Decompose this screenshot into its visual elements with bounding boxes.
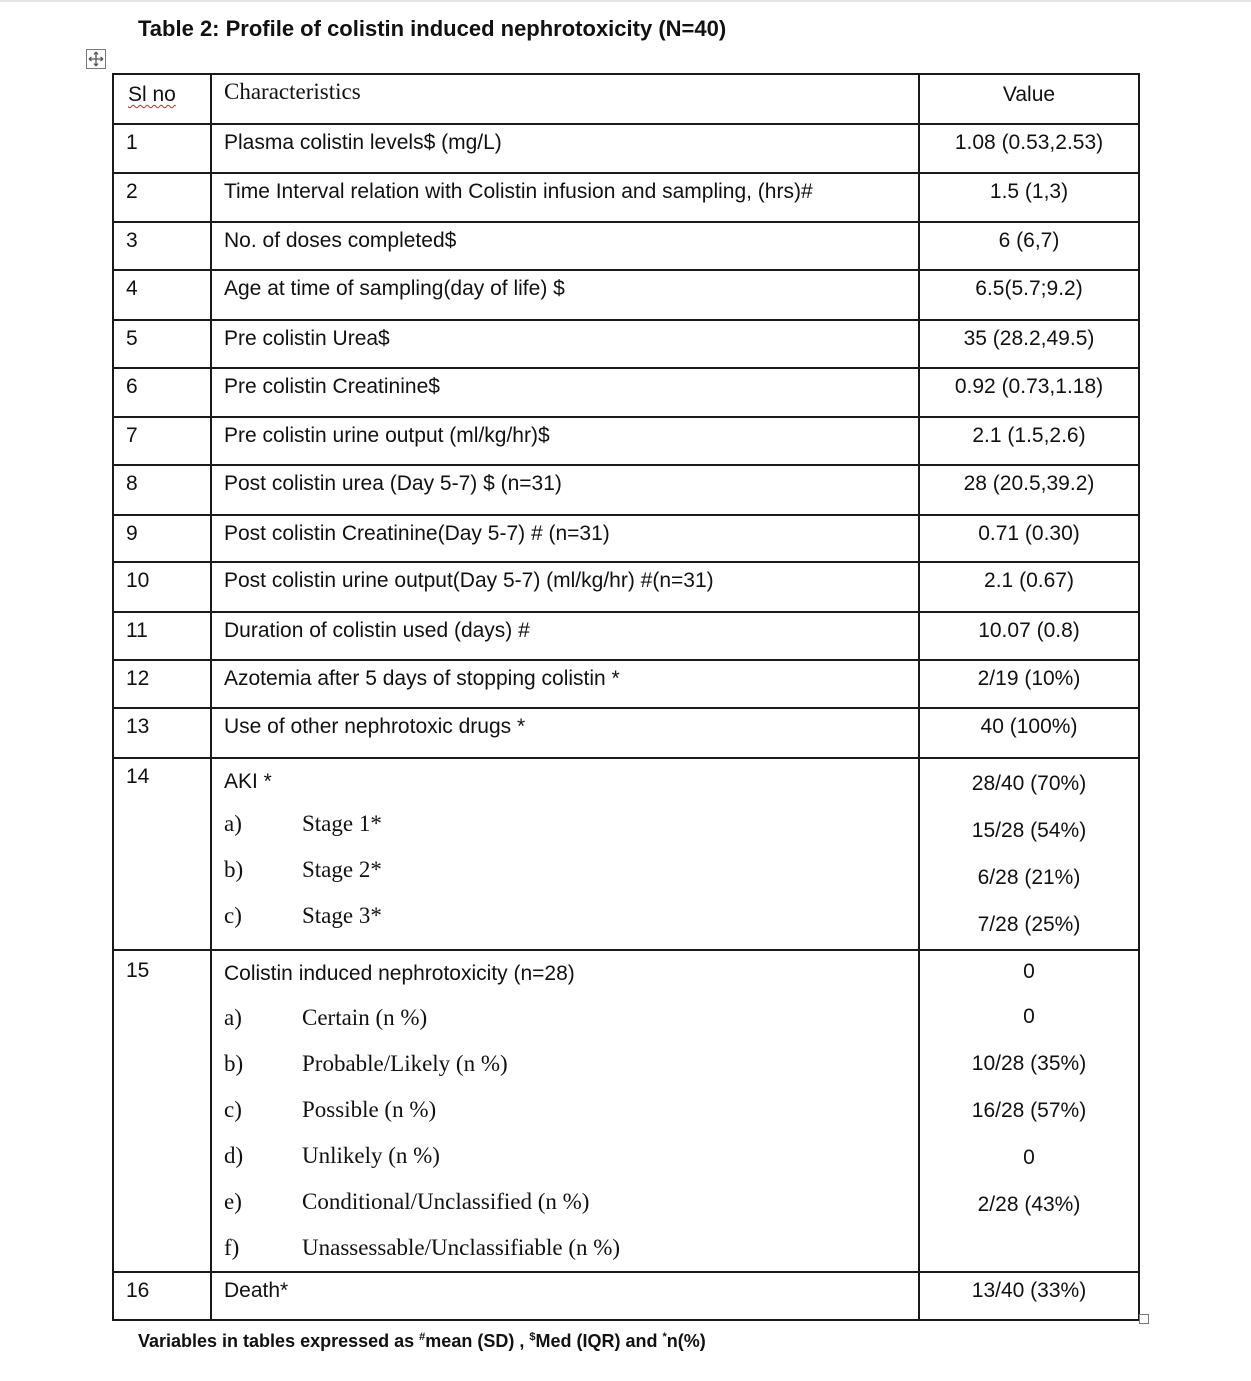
table-row-death	[113, 1272, 1139, 1320]
row-number: 11	[113, 612, 211, 660]
cin-label: Colistin induced nephrotoxicity (n=28)	[224, 962, 575, 985]
cin-sub-value: 16/28 (57%)	[971, 1098, 1087, 1122]
cin-characteristic-cell	[211, 950, 919, 1272]
row-value: 10.07 (0.8)	[919, 612, 1139, 660]
aki-sub-value: 7/28 (25%)	[977, 912, 1081, 936]
table-row	[113, 173, 1139, 222]
row-value: 40 (100%)	[919, 708, 1139, 758]
row-characteristic: Duration of colistin used (days) #	[211, 612, 919, 660]
table-header-row	[113, 74, 1139, 124]
cin-value: 0	[1023, 960, 1035, 983]
table-row-cin	[113, 950, 1139, 1272]
row-number: 15	[113, 950, 211, 1272]
cin-sub-item: e) Conditional/Unclassified (n %)	[224, 1189, 590, 1214]
row-number: 9	[113, 515, 211, 562]
row-characteristic: Death*	[211, 1272, 919, 1320]
table-row	[113, 708, 1139, 758]
row-value: 28 (20.5,39.2)	[919, 465, 1139, 515]
cin-sub-value: 10/28 (35%)	[971, 1051, 1087, 1075]
cin-value-cell	[919, 950, 1139, 1272]
row-characteristic: Pre colistin Urea$	[211, 320, 919, 368]
aki-sub-item: b) Stage 2*	[224, 857, 382, 882]
row-number: 16	[113, 1272, 211, 1320]
table-row	[113, 417, 1139, 465]
row-value: 1.08 (0.53,2.53)	[919, 124, 1139, 173]
row-characteristic: Use of other nephrotoxic drugs *	[211, 708, 919, 758]
aki-value: 28/40 (70%)	[971, 771, 1087, 795]
header-sl-no: Sl no	[113, 74, 211, 124]
row-number: 10	[113, 562, 211, 612]
table-row	[113, 660, 1139, 708]
row-number: 5	[113, 320, 211, 368]
table-row	[113, 270, 1139, 320]
aki-label: AKI *	[224, 770, 272, 793]
aki-characteristic-cell	[211, 758, 919, 950]
row-characteristic: Post colistin urine output(Day 5-7) (ml/kg/hr) #(n=31)	[211, 562, 919, 612]
row-number: 7	[113, 417, 211, 465]
row-number: 13	[113, 708, 211, 758]
row-characteristic: Post colistin urea (Day 5-7) $ (n=31)	[211, 465, 919, 515]
row-number: 12	[113, 660, 211, 708]
row-characteristic: Time Interval relation with Colistin infusion and sampling, (hrs)#	[211, 173, 919, 222]
row-number: 3	[113, 222, 211, 270]
aki-sub-item: a) Stage 1*	[224, 811, 382, 836]
table-row	[113, 124, 1139, 173]
table-footnote: Variables in tables expressed as #mean (SD) , $Med (IQR) and *n(%)	[138, 1331, 706, 1351]
row-value: 2.1 (0.67)	[919, 562, 1139, 612]
cin-sub-value: 2/28 (43%)	[977, 1192, 1081, 1216]
row-characteristic: Pre colistin urine output (ml/kg/hr)$	[211, 417, 919, 465]
row-number: 8	[113, 465, 211, 515]
row-number: 6	[113, 368, 211, 417]
table-move-handle-icon[interactable]	[86, 49, 106, 69]
row-characteristic: Plasma colistin levels$ (mg/L)	[211, 124, 919, 173]
cin-sub-item: d) Unlikely (n %)	[224, 1143, 440, 1168]
row-value: 0.71 (0.30)	[919, 515, 1139, 562]
cin-sub-item: f) Unassessable/Unclassifiable (n %)	[224, 1235, 621, 1260]
row-number: 2	[113, 173, 211, 222]
row-value: 0.92 (0.73,1.18)	[919, 368, 1139, 417]
row-value: 1.5 (1,3)	[919, 173, 1139, 222]
table-row	[113, 612, 1139, 660]
cin-sub-item: c) Possible (n %)	[224, 1097, 437, 1122]
table-row	[113, 465, 1139, 515]
table-row	[113, 368, 1139, 417]
top-border-line	[0, 0, 1251, 2]
row-characteristic: Pre colistin Creatinine$	[211, 368, 919, 417]
row-characteristic: Azotemia after 5 days of stopping colistin *	[211, 660, 919, 708]
table-row	[113, 222, 1139, 270]
table-row-aki	[113, 758, 1139, 950]
row-value: 6.5(5.7;9.2)	[919, 270, 1139, 320]
header-value: Value	[919, 74, 1139, 124]
table-row	[113, 515, 1139, 562]
row-characteristic: No. of doses completed$	[211, 222, 919, 270]
profile-table	[112, 73, 1140, 1321]
row-number: 14	[113, 758, 211, 950]
aki-sub-item: c) Stage 3*	[224, 903, 382, 928]
cin-sub-item: a) Certain (n %)	[224, 1005, 428, 1030]
table-caption: Table 2: Profile of colistin induced nephrotoxicity (N=40)	[138, 16, 727, 41]
row-value: 6 (6,7)	[919, 222, 1139, 270]
row-value: 2.1 (1.5,2.6)	[919, 417, 1139, 465]
row-number: 4	[113, 270, 211, 320]
header-characteristics: Characteristics	[211, 74, 919, 124]
cin-sub-item: b) Probable/Likely (n %)	[224, 1051, 508, 1076]
table-resize-handle[interactable]	[1139, 1314, 1149, 1324]
row-characteristic: Post colistin Creatinine(Day 5-7) # (n=31)	[211, 515, 919, 562]
row-value: 13/40 (33%)	[919, 1272, 1139, 1320]
row-value: 35 (28.2,49.5)	[919, 320, 1139, 368]
row-characteristic: Age at time of sampling(day of life) $	[211, 270, 919, 320]
table-row	[113, 320, 1139, 368]
cin-sub-value: 0	[1023, 1145, 1035, 1169]
row-number: 1	[113, 124, 211, 173]
aki-sub-value: 6/28 (21%)	[977, 865, 1081, 889]
aki-sub-value: 15/28 (54%)	[971, 818, 1087, 842]
cin-sub-value: 0	[1023, 1004, 1035, 1028]
row-value: 2/19 (10%)	[919, 660, 1139, 708]
aki-value-cell	[919, 758, 1139, 950]
table-row	[113, 562, 1139, 612]
